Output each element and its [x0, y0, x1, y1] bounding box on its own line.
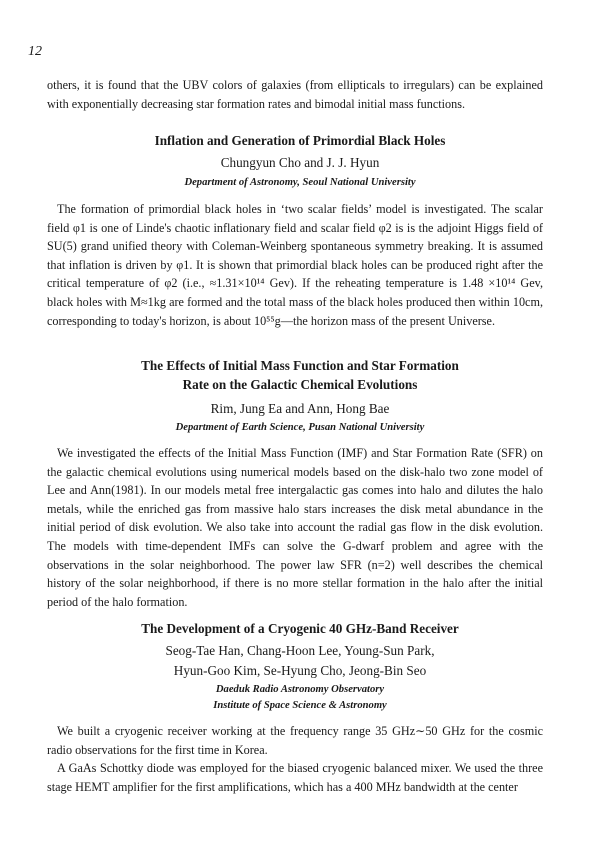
article-3-title: The Development of a Cryogenic 40 GHz-Band Receiver	[141, 621, 459, 636]
article-2-title-line-2: Rate on the Galactic Chemical Evolutions	[182, 377, 418, 392]
article-1-abstract	[47, 200, 543, 330]
article-2-authors: Rim, Jung Ea and Ann, Hong Bae	[210, 401, 390, 416]
article-2-title-line-1: The Effects of Initial Mass Function and Star Formation	[141, 358, 459, 373]
article-2-abstract	[47, 444, 543, 611]
article-2-paragraph: We investigated the effects of the Initial Mass Function (IMF) and Star Formation Rate (SFR) on the galactic chemical evolutions using numerical models based on the disk-halo two zone model of Lee and Ann(1981). In our models metal free intergalactic gas comes into halo and dilutes the halo metals, while the enriched gas from massive halo stars increases the disk metal abundance in the initial period of disk evolution. We also take into account the radial gas flow in the disk evolution. The models with time-dependent IMFs can solve the G-dwarf problem and agree with the observations in the solar neighborhood. The power law SFR (n=2) well describes the chemical history of the solar neighborhood, if there is no more stellar formation in the halo after the initial period of the halo formation.	[47, 446, 543, 609]
article-1-paragraph: The formation of primordial black holes in ‘two scalar fields’ model is investigated. The scalar field φ1 is one of Linde's chaotic inflationary field and scalar field φ2 is is the adjoint Higgs field of SU(5) grand unified theory with Coleman-Weinberg spontaneous symmetry breaking. It is assumed that inflation is driven by φ1. It is shown that primordial black holes can be produced right after the critical temperature of φ2 (i.e., ≈1.31×10¹⁴ Gev). If the reheating temperature is 1.48 ×10¹⁴ Gev, black holes with M≈1kg are formed and the total mass of the black holes produced then within 10cm, corresponding to today's horizon, is about 10⁵⁵g—the horizon mass of the present Universe.	[47, 202, 543, 328]
article-3-affiliation-2: Institute of Space Science & Astronomy	[213, 700, 387, 711]
article-3-paragraph-2: A GaAs Schottky diode was employed for the biased cryogenic balanced mixer. We used the three stage HEMT amplifier for the first amplifications, which has a 400 MHz bandwidth at the center	[47, 761, 543, 794]
intro-paragraph	[47, 76, 543, 113]
article-3-authors-line-1: Seog-Tae Han, Chang-Hoon Lee, Young-Sun Park,	[165, 643, 435, 658]
article-3-affiliation-1: Daeduk Radio Astronomy Observatory	[215, 684, 385, 695]
article-1-authors: Chungyun Cho and J. J. Hyun	[220, 155, 380, 170]
article-3-authors-line-2: Hyun-Goo Kim, Se-Hyung Cho, Jeong-Bin Seo	[173, 663, 427, 678]
article-1-title: Inflation and Generation of Primordial Black Holes	[154, 133, 446, 148]
article-3-paragraph-1: We built a cryogenic receiver working at the frequency range 35 GHz∼50 GHz for the cosmic radio observations for the first time in Korea.	[47, 724, 543, 757]
page-number: 12	[28, 44, 42, 59]
intro-text: others, it is found that the UBV colors of galaxies (from ellipticals to irregulars) can be explained with exponentially decreasing star formation rates and bimodal initial mass functions.	[47, 78, 543, 111]
article-2-affiliation: Department of Earth Science, Pusan National University	[175, 422, 425, 433]
article-3-abstract	[47, 722, 543, 796]
article-1-affiliation: Department of Astronomy, Seoul National University	[184, 177, 416, 188]
